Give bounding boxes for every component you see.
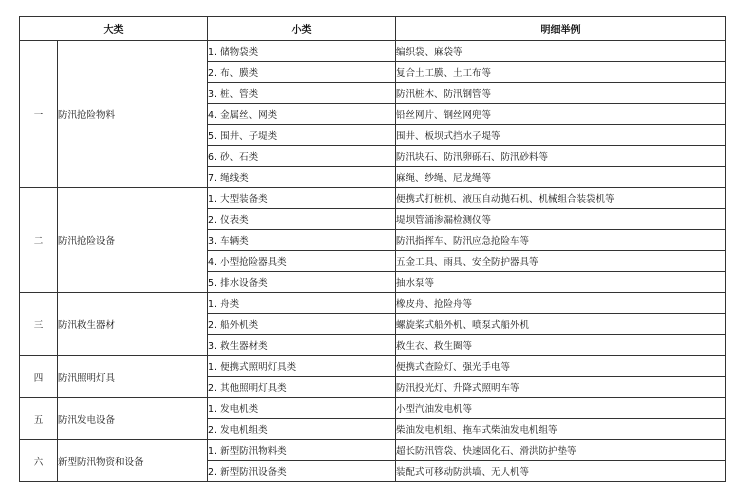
subcategory-cell: 7. 绳线类	[208, 167, 396, 188]
example-cell: 防汛指挥车、防汛应急抢险车等	[396, 230, 726, 251]
example-cell: 编织袋、麻袋等	[396, 41, 726, 62]
example-cell: 五金工具、雨具、安全防护器具等	[396, 251, 726, 272]
subcategory-cell: 1. 发电机类	[208, 398, 396, 419]
table-row	[20, 398, 726, 419]
example-cell: 防汛投光灯、升降式照明车等	[396, 377, 726, 398]
subcategory-cell: 4. 小型抢险器具类	[208, 251, 396, 272]
header-subcategory: 小类	[208, 17, 396, 41]
subcategory-cell: 2. 仪表类	[208, 209, 396, 230]
subcategory-cell: 5. 围井、子堤类	[208, 125, 396, 146]
example-cell: 小型汽油发电机等	[396, 398, 726, 419]
example-cell: 防汛块石、防汛卵砾石、防汛砂料等	[396, 146, 726, 167]
header-row	[20, 17, 726, 41]
category-name: 防汛发电设备	[58, 398, 208, 440]
category-number: 五	[20, 398, 58, 440]
table-row	[20, 440, 726, 461]
example-cell: 堤坝管涌渗漏检测仪等	[396, 209, 726, 230]
subcategory-cell: 3. 桩、管类	[208, 83, 396, 104]
table-row	[20, 41, 726, 62]
subcategory-cell: 5. 排水设备类	[208, 272, 396, 293]
category-number: 四	[20, 356, 58, 398]
example-cell: 围井、板坝式挡水子堤等	[396, 125, 726, 146]
category-number: 三	[20, 293, 58, 356]
example-cell: 装配式可移动防洪墙、无人机等	[396, 461, 726, 482]
category-number: 二	[20, 188, 58, 293]
category-name: 防汛照明灯具	[58, 356, 208, 398]
example-cell: 抽水泵等	[396, 272, 726, 293]
material-classification-table	[19, 16, 726, 482]
example-cell: 螺旋桨式船外机、喷泵式船外机	[396, 314, 726, 335]
subcategory-cell: 2. 布、膜类	[208, 62, 396, 83]
header-examples: 明细举例	[396, 17, 726, 41]
category-name: 防汛抢险设备	[58, 188, 208, 293]
category-name: 防汛抢险物料	[58, 41, 208, 188]
example-cell: 便携式查险灯、强光手电等	[396, 356, 726, 377]
example-cell: 复合土工膜、土工布等	[396, 62, 726, 83]
category-number: 六	[20, 440, 58, 482]
subcategory-cell: 2. 发电机组类	[208, 419, 396, 440]
subcategory-cell: 3. 车辆类	[208, 230, 396, 251]
subcategory-cell: 2. 新型防汛设备类	[208, 461, 396, 482]
example-cell: 铅丝网片、钢丝网兜等	[396, 104, 726, 125]
subcategory-cell: 2. 其他照明灯具类	[208, 377, 396, 398]
subcategory-cell: 1. 储物袋类	[208, 41, 396, 62]
category-name: 防汛救生器材	[58, 293, 208, 356]
example-cell: 橡皮舟、抢险舟等	[396, 293, 726, 314]
example-cell: 救生衣、救生圈等	[396, 335, 726, 356]
table-row	[20, 293, 726, 314]
category-name: 新型防汛物资和设备	[58, 440, 208, 482]
subcategory-cell: 1. 便携式照明灯具类	[208, 356, 396, 377]
example-cell: 超长防汛管袋、快速固化石、滑洪防护垫等	[396, 440, 726, 461]
subcategory-cell: 1. 舟类	[208, 293, 396, 314]
category-number: 一	[20, 41, 58, 188]
subcategory-cell: 4. 金属丝、网类	[208, 104, 396, 125]
subcategory-cell: 2. 船外机类	[208, 314, 396, 335]
example-cell: 便携式打桩机、液压自动抛石机、机械组合装袋机等	[396, 188, 726, 209]
example-cell: 麻绳、纱绳、尼龙绳等	[396, 167, 726, 188]
subcategory-cell: 1. 新型防汛物料类	[208, 440, 396, 461]
table-row	[20, 188, 726, 209]
subcategory-cell: 1. 大型装备类	[208, 188, 396, 209]
table-body	[20, 41, 726, 482]
example-cell: 防汛桩木、防汛钢管等	[396, 83, 726, 104]
header-category: 大类	[20, 17, 208, 41]
subcategory-cell: 6. 砂、石类	[208, 146, 396, 167]
subcategory-cell: 3. 救生器材类	[208, 335, 396, 356]
example-cell: 柴油发电机组、拖车式柴油发电机组等	[396, 419, 726, 440]
table-row	[20, 356, 726, 377]
